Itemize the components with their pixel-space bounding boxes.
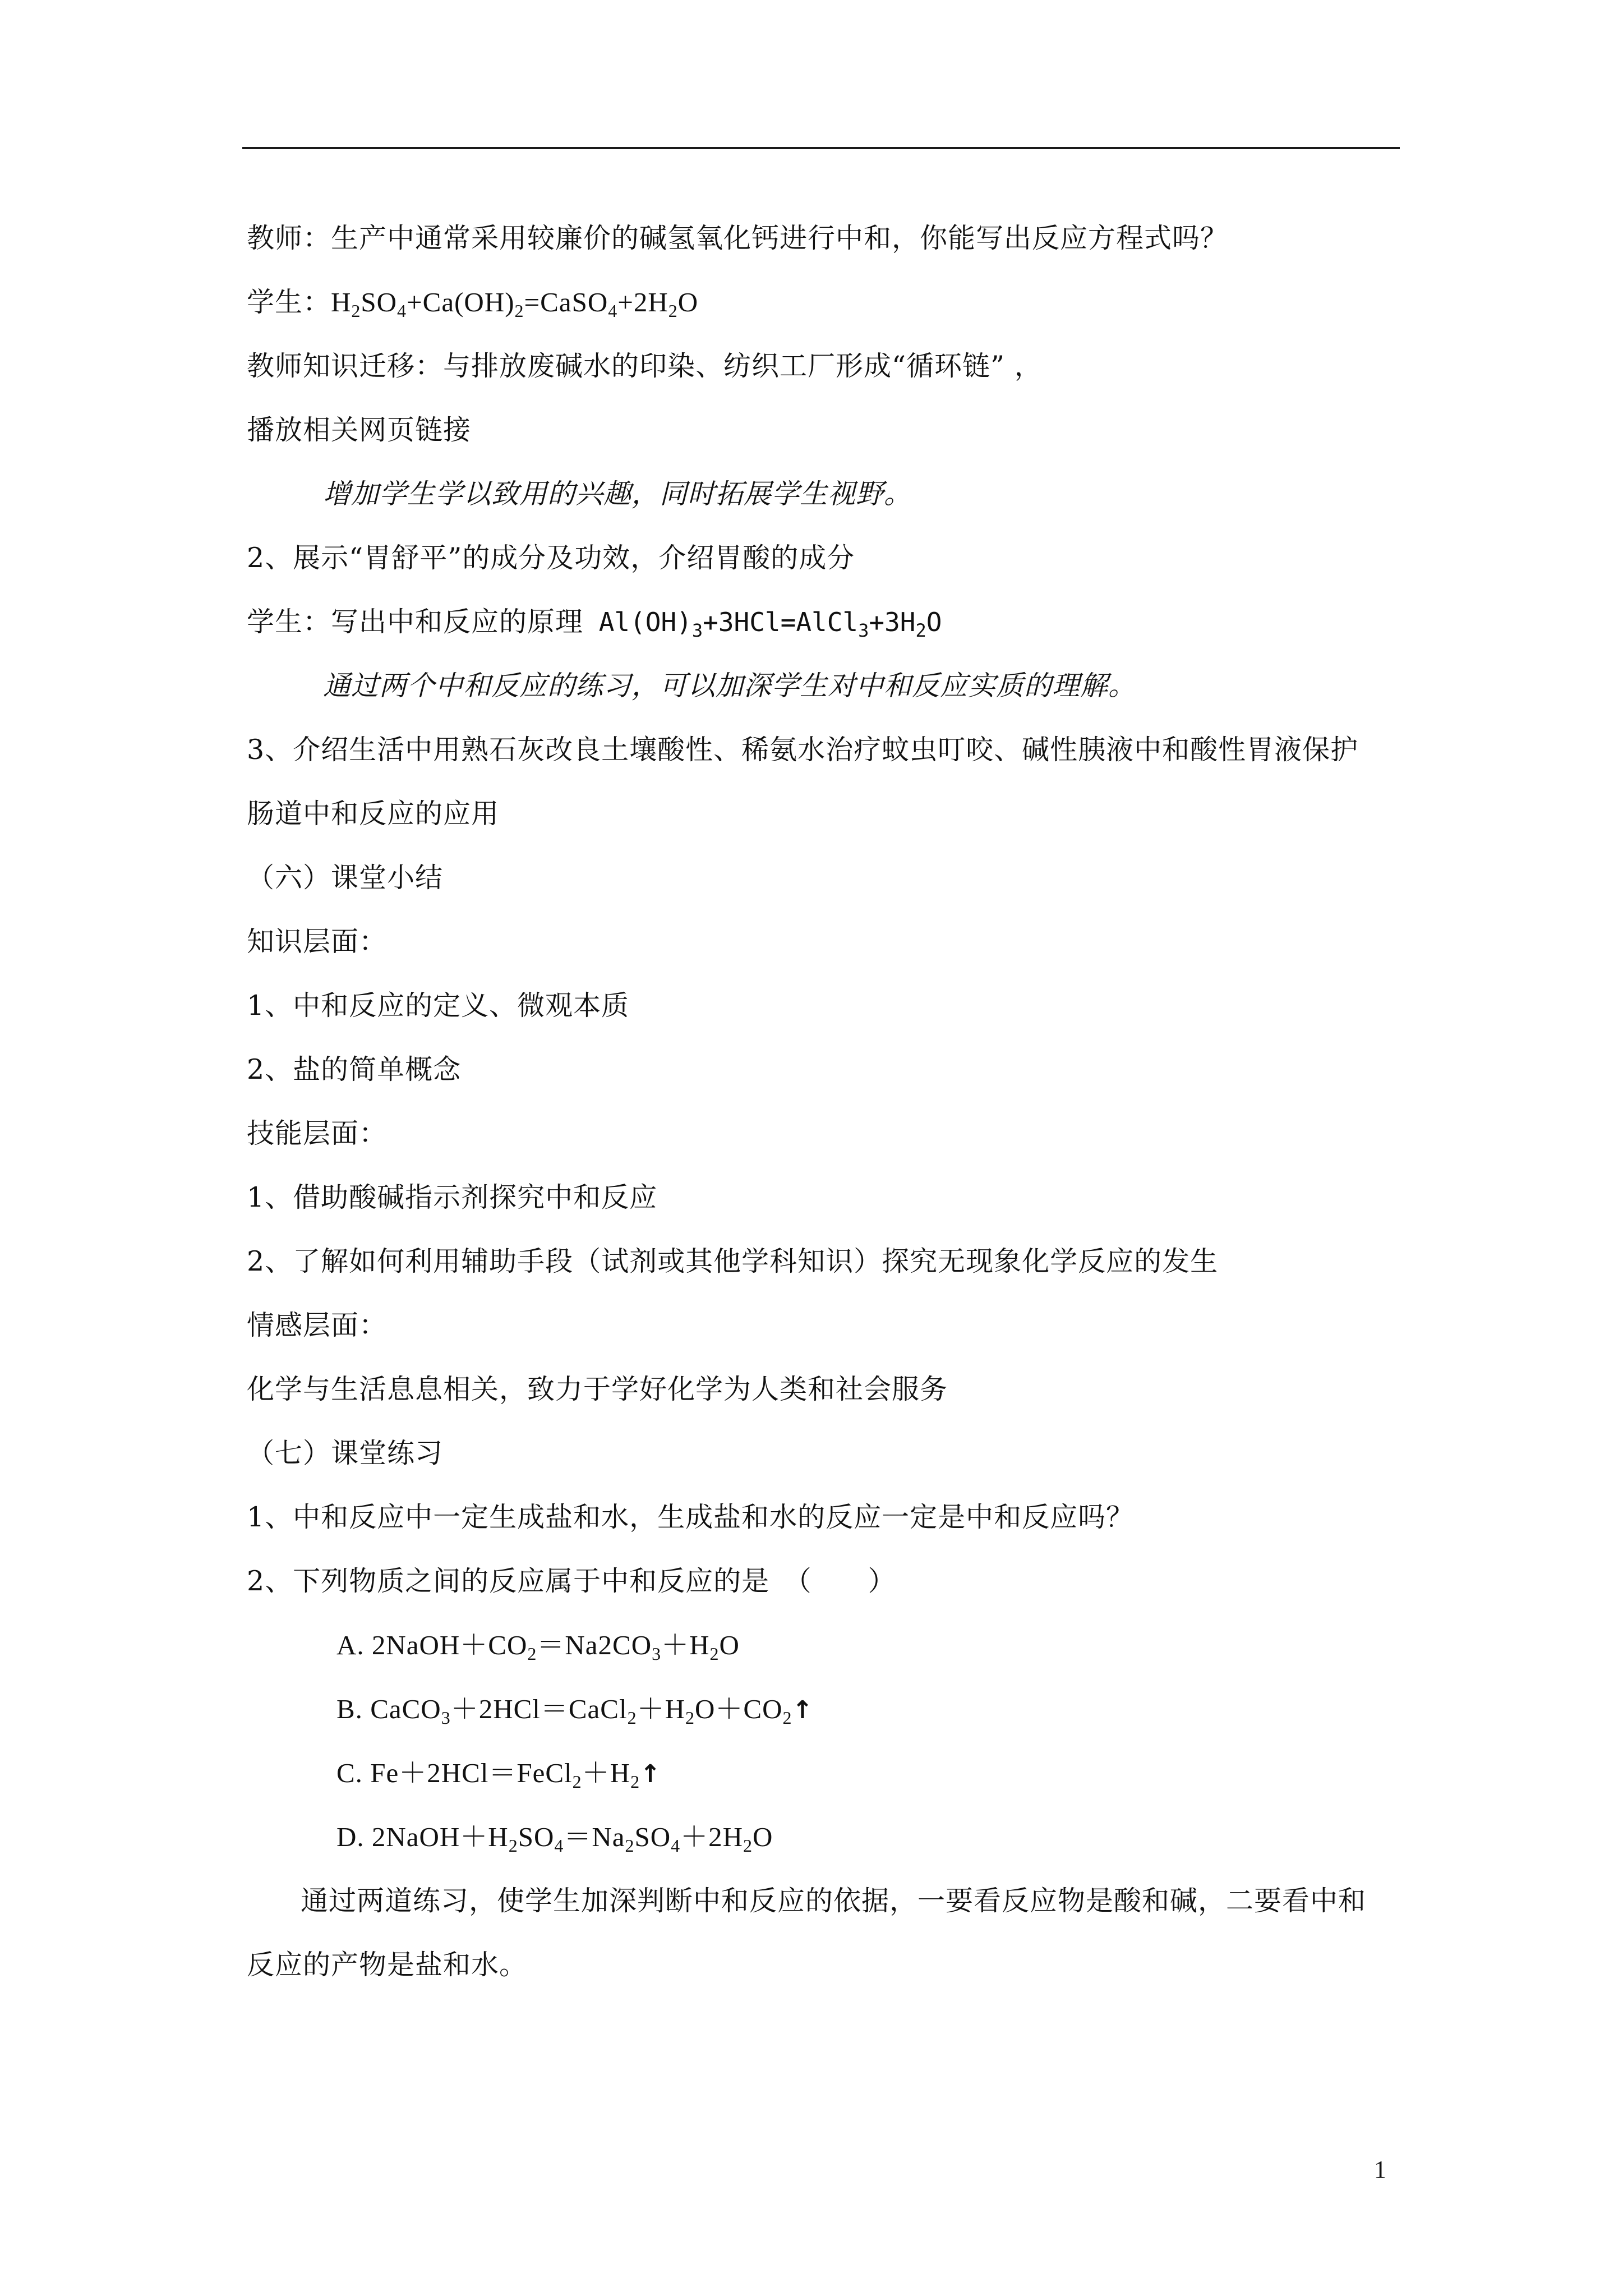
list-item-3-continued: 肠道中和反应的应用	[247, 798, 500, 830]
exercise-question-1: 1、中和反应中一定生成盐和水，生成盐和水的反应一定是中和反应吗？	[247, 1501, 1135, 1533]
subheading-emotion: 情感层面：	[247, 1309, 388, 1341]
section-heading-exercise: （七）课堂练习	[247, 1437, 444, 1469]
option-a: A. $2NaOH+CO_2=Na2CO_3+H_2O$	[336, 1630, 740, 1664]
gas-arrow-icon: ↑	[792, 1696, 814, 1724]
list-item: 1、借助酸碱指示剂探究中和反应	[247, 1181, 658, 1213]
exercise-question-2: 2、下列物质之间的反应属于中和反应的是 （ ）	[247, 1565, 896, 1597]
chemical-equation: $H_2SO_4+Ca(OH)_2=CaSO_4+2H_2O$	[331, 287, 699, 321]
list-item: 2、了解如何利用辅助手段（试剂或其他学科知识）探究无现象化学反应的发生	[247, 1245, 1219, 1277]
list-item-3: 3、介绍生活中用熟石灰改良土壤酸性、稀氨水治疗蚊虫叮咬、碱性胰液中和酸性胃液保护	[247, 734, 1359, 766]
gas-arrow-icon: ↑	[640, 1760, 661, 1788]
student-equation-line	[247, 270, 1402, 334]
section-heading-summary: （六）课堂小结	[247, 862, 444, 894]
subheading-skills: 技能层面：	[247, 1117, 388, 1149]
option-d: D. $2NaOH+H_2SO_4=Na_2SO_4+2H_2O$	[336, 1821, 773, 1856]
teacher-question-line: 教师：生产中通常采用较廉价的碱氢氧化钙进行中和，你能写出反应方程式吗？	[247, 222, 1229, 254]
document-body	[247, 206, 1402, 1997]
knowledge-transfer-line: 教师知识迁移：与排放废碱水的印染、纺织工厂形成“循环链” ，	[247, 350, 1043, 382]
page-number: 1	[1374, 2156, 1386, 2183]
webpage-link-line: 播放相关网页链接	[247, 414, 472, 446]
option-c: C. $Fe+2HCl=FeCl_2+H_2↑$	[336, 1757, 661, 1792]
subheading-knowledge: 知识层面：	[247, 926, 388, 958]
header-rule	[242, 147, 1400, 149]
list-item: 1、中和反应的定义、微观本质	[247, 990, 630, 1022]
student-principle-line: 学生：写出中和反应的原理 $Al(OH)_3+3HCl=AlCl_3+3H_2O$	[247, 606, 942, 641]
conclusion-paragraph-continued: 反应的产物是盐和水。	[247, 1949, 528, 1981]
list-item-2: 2、展示“胃舒平”的成分及功效，介绍胃酸的成分	[247, 542, 855, 574]
chemical-equation: $Al(OH)_3+3HCl=AlCl_3+3H_2O$	[598, 607, 942, 641]
speaker-label: 学生：	[247, 286, 331, 318]
emotion-text: 化学与生活息息相关，致力于学好化学为人类和社会服务	[247, 1373, 948, 1405]
list-item: 2、盐的简单概念	[247, 1053, 462, 1085]
design-intent-note: 增加学生学以致用的兴趣，同时拓展学生视野。	[323, 478, 912, 510]
conclusion-paragraph: 通过两道练习，使学生加深判断中和反应的依据，一要看反应物是酸和碱，二要看中和	[301, 1885, 1367, 1917]
design-intent-note: 通过两个中和反应的练习，可以加深学生对中和反应实质的理解。	[323, 670, 1137, 702]
option-b: B. $CaCO_3+2HCl=CaCl_2+H_2O+CO_2↑$	[336, 1694, 814, 1728]
